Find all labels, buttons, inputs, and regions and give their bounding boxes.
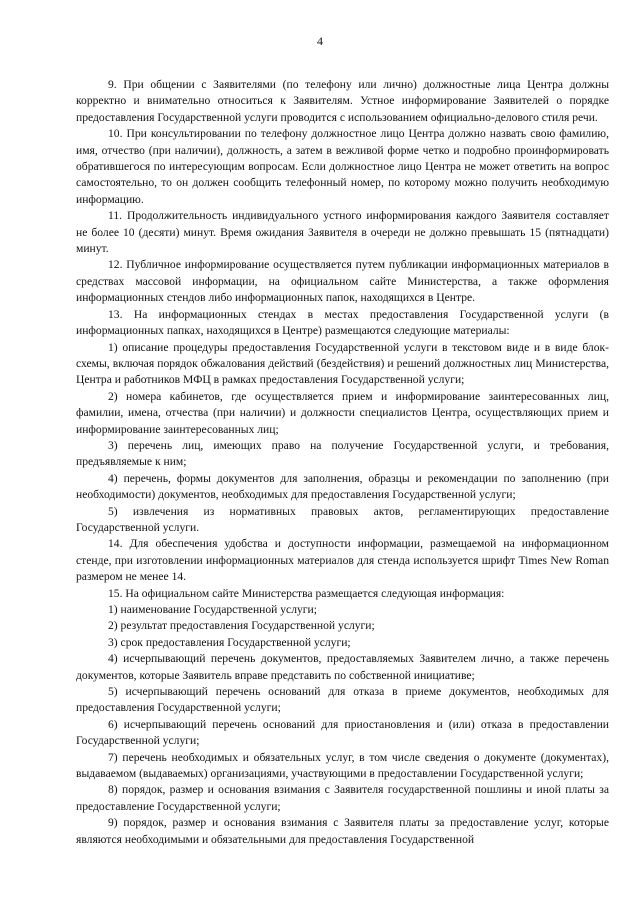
list-item-13-5: 5) извлечения из нормативных правовых актов, регламентирующих предоставление Государственной услуги. <box>76 504 609 534</box>
page-number: 4 <box>317 34 323 48</box>
document-body <box>76 77 609 848</box>
paragraph-11: 11. Продолжительность индивидуального устного информирования каждого Заявителя составляет не более 10 (десяти) минут. Время ожидания Заявителя в очереди не должно превышать 15 (пятнадцати) минут. <box>76 209 609 256</box>
paragraph-15: 15. На официальном сайте Министерства размещается следующая информация: <box>108 586 505 600</box>
list-item-15-4: 4) исчерпывающий перечень документов, предоставляемых Заявителем лично, а также перечень документов, которые Заявитель вправе представить по собственной инициативе; <box>76 652 609 682</box>
paragraph-10: 10. При консультировании по телефону должностное лицо Центра должно назвать свою фамилию, имя, отчество (при наличии), должность, а затем в вежливой форме четко и подробно проинформировать обратившегося по интересующим вопросам. Если должностное лицо Центра не может ответить на вопрос самостоятельно, то он должен сообщить телефонный номер, по которому можно получить необходимую информацию. <box>76 127 609 206</box>
list-item-15-5: 5) исчерпывающий перечень оснований для отказа в приеме документов, необходимых для предоставления Государственной услуги; <box>76 685 609 715</box>
list-item-15-9: 9) порядок, размер и основания взимания с Заявителя платы за предоставление услуг, которые являются необходимыми и обязательными для предоставления Государственной <box>76 816 609 846</box>
list-item-13-1: 1) описание процедуры предоставления Государственной услуги в текстовом виде и в виде блок-схемы, включая порядок обжалования действий (бездействия) и решений должностных лиц Министерства, Центра и работников МФЦ в рамках предоставления Государственной услуги; <box>76 340 609 387</box>
list-item-13-4: 4) перечень, формы документов для заполнения, образцы и рекомендации по заполнению (при необходимости) документов, необходимых для предоставления Государственной услуги; <box>76 471 609 502</box>
list-item-15-1: 1) наименование Государственной услуги; <box>108 603 317 616</box>
paragraph-13: 13. На информационных стендах в местах предоставления Государственной услуги (в информационных папках, находящихся в Центре) размещаются следующие материалы: <box>76 307 609 338</box>
list-item-15-7: 7) перечень необходимых и обязательных услуг, в том числе сведения о документе (документах), выдаваемом (выдаваемых) организациями, участвующими в предоставлении Государственной услуги; <box>76 750 609 781</box>
list-item-15-2: 2) результат предоставления Государственной услуги; <box>108 619 375 633</box>
paragraph-14: 14. Для обеспечения удобства и доступности информации, размещаемой на информационном стенде, при изготовлении информационных материалов для стенда используется шрифт Times New Roman размером не менее 14. <box>76 537 609 584</box>
list-item-15-8: 8) порядок, размер и основания взимания с Заявителя государственной пошлины и иной платы за предоставление Государственной услуги; <box>76 783 609 813</box>
paragraph-9: 9. При общении с Заявителями (по телефону или лично) должностные лица Центра должны корректно и внимательно относиться к Заявителям. Устное информирование Заявителей о порядке предоставления Государственной услуги проводится с использованием официально-делового стиля речи. <box>76 78 609 124</box>
list-item-13-2: 2) номера кабинетов, где осуществляется прием и информирование заинтересованных лиц, фамилии, имена, отчества (при наличии) и должности специалистов Центра, осуществляющих прием и информирование заинтересованных лиц; <box>76 389 609 436</box>
paragraph-12: 12. Публичное информирование осуществляется путем публикации информационных материалов в средствах массовой информации, на официальном сайте Министерства, а также оформления информационных стендов либо информационных папок, находящихся в Центре. <box>76 258 609 305</box>
list-item-15-3: 3) срок предоставления Государственной услуги; <box>108 635 351 649</box>
list-item-13-3: 3) перечень лиц, имеющих право на получение Государственной услуги, и требования, предъявляемые к ним; <box>76 438 609 469</box>
list-item-15-6: 6) исчерпывающий перечень оснований для приостановления и (или) отказа в предоставлении Государственной услуги; <box>76 717 609 748</box>
